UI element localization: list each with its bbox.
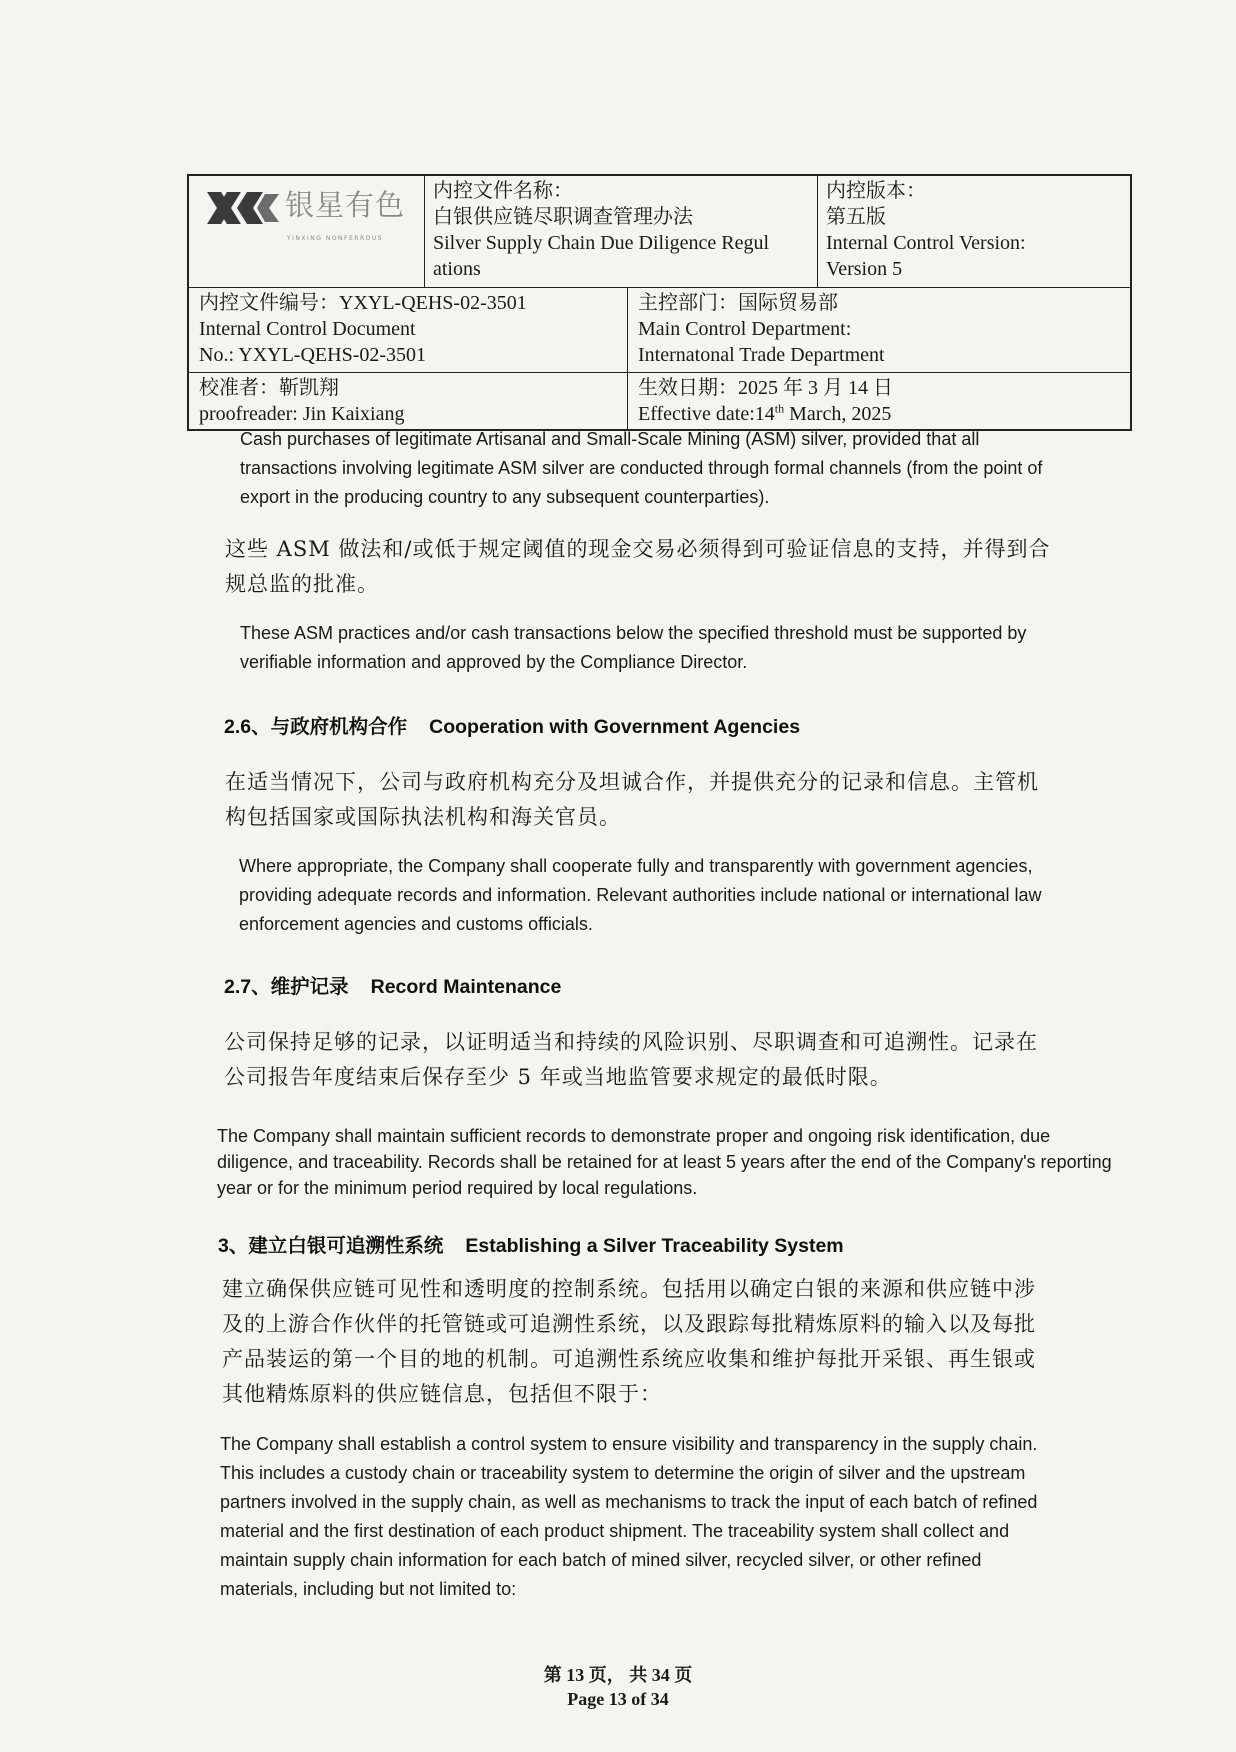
department-cell: [628, 288, 1130, 372]
proofreader-cell: [189, 373, 628, 429]
section-2-7-number: 2.7、: [224, 976, 271, 998]
doc-name-en-line2: ations: [433, 258, 481, 280]
paragraph-government-en: Where appropriate, the Company shall cooperate fully and transparently with government agencies, providing adequate records and information. Relevant authorities include national or international law enforcement agencies and customs officials.: [239, 856, 1042, 934]
logo-cell: [189, 176, 425, 287]
effective-date-en: [638, 401, 1122, 427]
department-en-line2: Internatonal Trade Department: [638, 344, 885, 366]
effective-date-cell: [628, 373, 1130, 429]
department-cn: 主控部门：国际贸易部: [638, 292, 838, 314]
header-row-2: [189, 288, 1130, 373]
section-3-title-en: Establishing a Silver Traceability System: [465, 1235, 844, 1257]
page-number-footer: [0, 1663, 1236, 1711]
company-logo: [207, 186, 407, 242]
header-row-1: [189, 176, 1130, 288]
doc-name-cn: 白银供应链尽职调查管理办法: [433, 206, 693, 228]
logo-chinese-name: 银星有色: [285, 188, 406, 222]
section-2-6-number: 2.6、: [224, 716, 271, 738]
effective-date-cn: 生效日期：2025 年 3 月 14 日: [638, 377, 893, 399]
effective-date-en-month-year: March, 2025: [784, 403, 892, 425]
logo-mark-icon: [207, 190, 281, 226]
effective-date-en-suffix: th: [774, 401, 785, 416]
paragraph-asm-cash-en: Cash purchases of legitimate Artisanal and Small-Scale Mining (ASM) silver, provided that all transactions involving legitimate ASM silver are conducted through formal channels (from the point of export in the producing country to any subsequent counterparties).: [240, 429, 1043, 507]
section-2-7-title-en: Record Maintenance: [370, 976, 562, 998]
version-label: 内控版本：: [826, 180, 926, 202]
section-2-6-title-en: Cooperation with Government Agencies: [429, 716, 801, 738]
doc-number-cn: 内控文件编号：YXYL-QEHS-02-3501: [199, 292, 527, 314]
paragraph-records-en: The Company shall maintain sufficient records to demonstrate proper and ongoing risk identification, due diligence, and traceability. Records shall be retained for at least 5 years after the end of the Company's reporting year or for the minimum period required by local regulations.: [217, 1126, 1112, 1198]
section-3-number: 3、: [218, 1235, 249, 1257]
version-cell: [818, 176, 1130, 287]
proofreader-cn: 校准者：靳凯翔: [199, 377, 339, 399]
department-en-line1: Main Control Department:: [638, 318, 852, 340]
section-2-6-heading: [224, 711, 800, 739]
version-en-line1: Internal Control Version:: [826, 232, 1026, 254]
paragraph-traceability-cn: 建立确保供应链可见性和透明度的控制系统。包括用以确定白银的来源和供应链中涉及的上游合作伙伴的托管链或可追溯性系统，以及跟踪每批精炼原料的输入以及每批产品装运的第一个目的地的机制。可追溯性系统应收集和维护每批开采银、再生银或其他精炼原料的供应链信息，包括但不限于：: [222, 1277, 1036, 1406]
paragraph-asm-cn: 这些 ASM 做法和/或低于规定阈值的现金交易必须得到可验证信息的支持，并得到合规总监的批准。: [225, 537, 1051, 596]
document-header-table: [187, 174, 1132, 431]
paragraph-traceability-en: The Company shall establish a control system to ensure visibility and transparency in the supply chain. This includes a custody chain or traceability system to determine the origin of silver and the upstream partners involved in the supply chain, as well as mechanisms to track the input of each batch of refined material and the first destination of each product shipment. The traceability system shall collect and maintain supply chain information for each batch of mined silver, recycled silver, or other refined materials, including but not limited to:: [220, 1434, 1038, 1599]
version-cn: 第五版: [826, 206, 886, 228]
paragraph-government-cn: 在适当情况下，公司与政府机构充分及坦诚合作，并提供充分的记录和信息。主管机构包括国家或国际执法机构和海关官员。: [225, 770, 1039, 829]
page-number-en: Page 13 of 34: [567, 1689, 669, 1709]
version-en-line2: Version 5: [826, 258, 903, 280]
section-3-heading: [218, 1230, 844, 1258]
header-row-3: [189, 373, 1130, 429]
doc-name-cell: [425, 176, 818, 287]
paragraph-asm-en: These ASM practices and/or cash transactions below the specified threshold must be supported by verifiable information and approved by the Compliance Director.: [240, 623, 1027, 672]
section-2-7-title-cn: 维护记录: [270, 975, 349, 998]
doc-number-en-line2: No.: YXYL-QEHS-02-3501: [199, 344, 427, 366]
section-3-title-cn: 建立白银可追溯性系统: [248, 1234, 444, 1257]
effective-date-en-prefix: Effective date:14: [638, 403, 775, 425]
paragraph-records-cn: 公司保持足够的记录，以证明适当和持续的风险识别、尽职调查和可追溯性。记录在公司报告年度结束后保存至少 5 年或当地监管要求规定的最低时限。: [224, 1030, 1038, 1089]
proofreader-en: proofreader: Jin Kaixiang: [199, 403, 405, 425]
section-2-7-heading: [224, 971, 561, 999]
doc-name-en-line1: Silver Supply Chain Due Diligence Regul: [433, 232, 770, 254]
doc-number-cell: [189, 288, 628, 372]
page-number-cn: 第 13 页， 共 34 页: [543, 1665, 693, 1685]
section-2-6-title-cn: 与政府机构合作: [270, 715, 408, 738]
doc-name-label: 内控文件名称：: [433, 180, 573, 202]
logo-english-name: YINXING NONFERROUS: [287, 235, 384, 242]
doc-number-en-line1: Internal Control Document: [199, 318, 416, 340]
